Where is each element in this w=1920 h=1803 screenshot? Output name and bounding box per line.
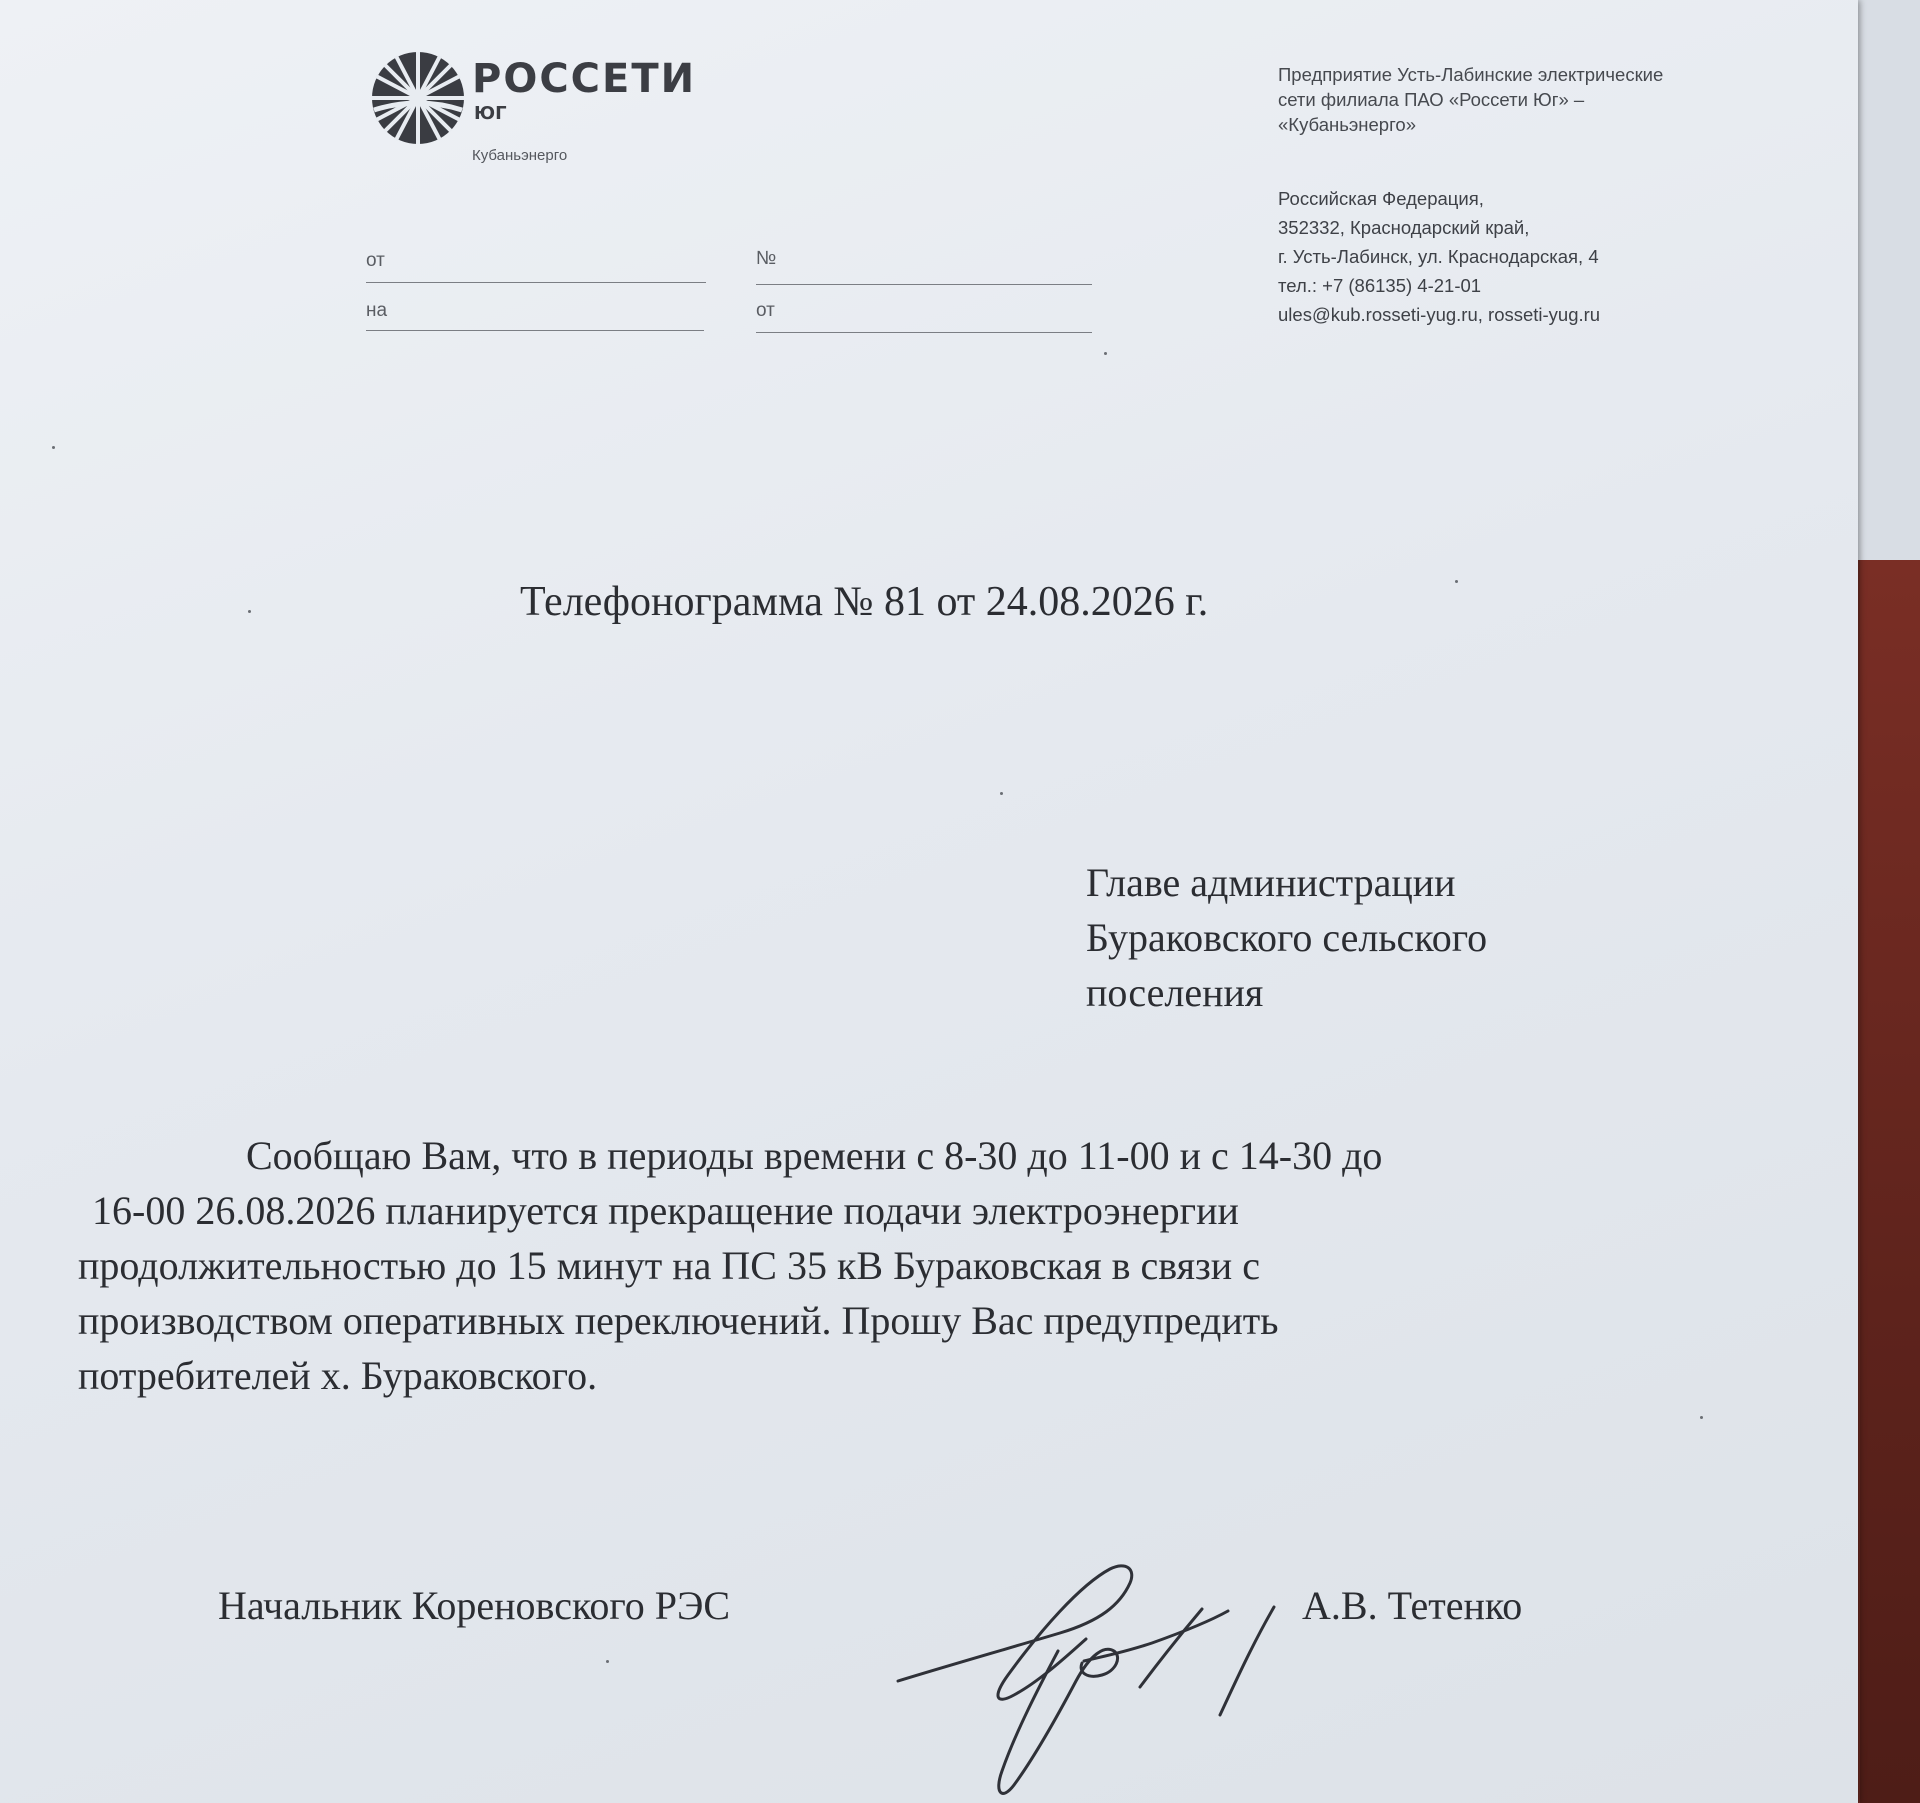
signer-name: А.В. Тетенко <box>1302 1583 1523 1628</box>
addressee-line: Главе администрации <box>1086 860 1456 905</box>
ref-to-label: на <box>366 300 388 321</box>
addressee-line: поселения <box>1086 970 1264 1015</box>
body-line: продолжительностью до 15 минут на ПС 35 кВ Бураковская в связи с <box>78 1243 1260 1288</box>
brand-name: РОССЕТИ <box>472 56 697 102</box>
brand-org: Кубаньэнерго <box>472 147 568 164</box>
scan-speck <box>1700 1416 1703 1419</box>
ref-to-line <box>366 330 704 331</box>
address-line: г. Усть-Лабинск, ул. Краснодарская, 4 <box>1278 246 1599 267</box>
ref-date-line <box>756 332 1092 333</box>
addressee-block <box>1086 855 1487 1020</box>
address-line: 352332, Краснодарский край, <box>1278 217 1530 238</box>
addressee-line: Бураковского сельского <box>1086 915 1488 960</box>
signer-title: Начальник Кореновского РЭС <box>218 1583 731 1628</box>
scan-speck <box>248 610 251 613</box>
address-line: ules@kub.rosseti-yug.ru, rosseti-yug.ru <box>1278 304 1601 325</box>
rosseti-logo-icon <box>368 48 468 148</box>
scan-speck <box>52 446 55 449</box>
scan-speck <box>606 1660 609 1663</box>
address-block <box>1278 184 1798 329</box>
company-line: сети филиала ПАО «Россети Юг» – <box>1278 89 1585 110</box>
brand-region: ЮГ <box>474 103 507 124</box>
document-title: Телефонограмма № 81 от 24.08.2026 г. <box>520 579 1209 625</box>
scan-speck <box>1455 580 1458 583</box>
ref-number-line <box>756 284 1092 285</box>
body-line: 16-00 26.08.2026 планируется прекращение подачи электроэнергии <box>92 1188 1239 1233</box>
handwritten-signature <box>890 1535 1290 1803</box>
scan-speck <box>1000 792 1003 795</box>
body-line: Сообщаю Вам, что в периоды времени с 8-30 до 11-00 и с 14-30 до <box>246 1133 1383 1178</box>
company-name-block <box>1278 62 1778 137</box>
ref-number-label: № <box>756 248 777 269</box>
message-body <box>78 1128 1382 1403</box>
ref-from-label: от <box>366 250 385 271</box>
ref-date-label: от <box>756 300 775 321</box>
address-line: Российская Федерация, <box>1278 188 1484 209</box>
company-line: «Кубаньэнерго» <box>1278 114 1416 135</box>
ref-from-line <box>366 282 706 283</box>
body-line: производством оперативных переключений. Прошу Вас предупредить <box>78 1298 1279 1343</box>
address-line: тел.: +7 (86135) 4-21-01 <box>1278 275 1482 296</box>
body-line: потребителей х. Бураковского. <box>78 1353 598 1398</box>
scan-speck <box>1104 352 1107 355</box>
company-line: Предприятие Усть-Лабинские электрические <box>1278 64 1664 85</box>
background-table <box>1860 560 1920 1803</box>
